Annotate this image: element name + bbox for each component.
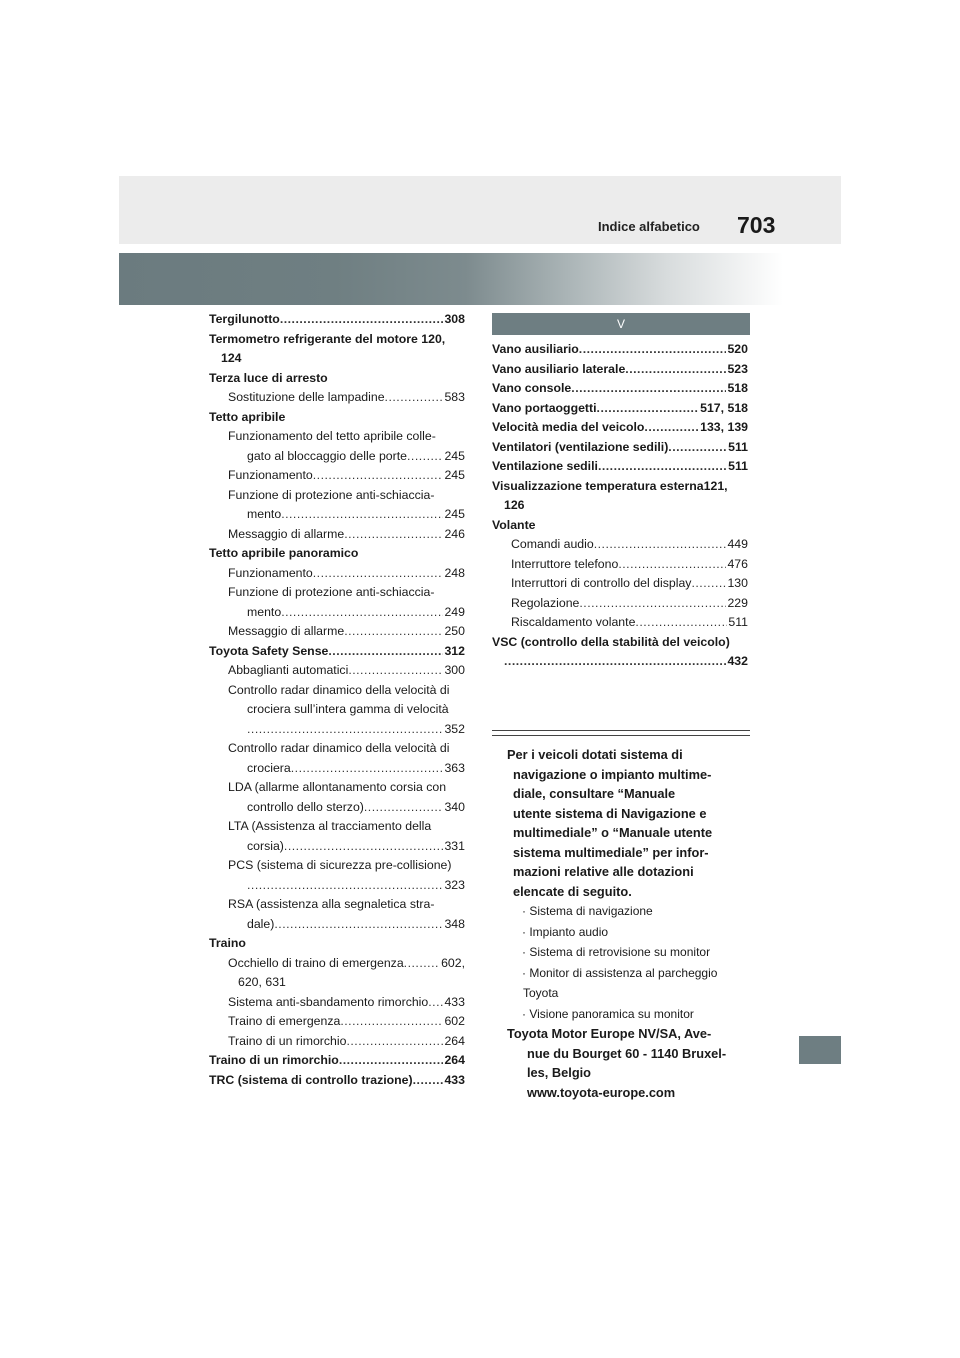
index-entry — [492, 594, 748, 614]
entry-label: controllo dello sterzo) — [247, 799, 364, 814]
entry-page-ref: 520 — [727, 342, 748, 356]
entry-label: Funzionamento del tetto apribile colle- — [228, 429, 436, 443]
entry-label: Volante — [492, 517, 536, 532]
index-entry — [209, 915, 465, 935]
leader-dots — [668, 438, 727, 458]
entry-page-ref: 511 — [728, 439, 748, 454]
entry-label: Controllo radar dinamico della velocità di — [228, 682, 450, 697]
leader-dots — [504, 652, 726, 672]
note-intro — [492, 745, 750, 901]
entry-page-ref: 249 — [444, 604, 465, 619]
entry-label: Termometro refrigerante del motore 120, — [209, 331, 446, 346]
index-entry — [209, 642, 465, 662]
leader-dots — [339, 1051, 444, 1071]
entry-label: dale) — [247, 916, 275, 931]
entry-label: gato al bloccaggio delle porte — [247, 448, 407, 463]
entry-label: Interruttori di controllo del display — [511, 576, 692, 590]
leader-dots — [281, 603, 443, 623]
entry-page-ref: 300 — [444, 663, 465, 677]
entry-label: Funzionamento — [228, 565, 313, 580]
entry-label: Ventilazione sedili — [492, 459, 598, 473]
address-line: les, Belgio — [527, 1065, 592, 1080]
index-entry — [492, 574, 748, 594]
entry-page-ref: 511 — [728, 459, 748, 473]
entry-page-ref: 363 — [444, 760, 465, 775]
index-column-right — [492, 340, 748, 672]
entry-page-ref: 476 — [727, 556, 748, 571]
entry-page-ref: 433 — [444, 994, 465, 1009]
index-entry — [492, 438, 748, 458]
entry-label: LTA (Assistenza al tracciamento della — [228, 819, 432, 833]
index-entry — [492, 340, 748, 360]
entry-label: Vano ausiliario laterale — [492, 361, 626, 376]
leader-dots — [571, 379, 726, 399]
note-bullet: · Visione panoramica su monitor — [522, 1006, 694, 1021]
leader-dots — [579, 340, 727, 360]
entry-label: Controllo radar dinamico della velocità di — [228, 741, 450, 755]
entry-label: crociera — [247, 760, 291, 775]
index-entry — [209, 505, 465, 525]
note-line: Per i veicoli dotati sistema di — [507, 747, 683, 762]
entry-page-ref: 246 — [444, 526, 465, 541]
leader-dots — [313, 564, 444, 584]
index-entry — [209, 447, 465, 467]
entry-page-ref: 245 — [444, 448, 465, 463]
note-line: multimediale” o “Manuale utente — [513, 825, 713, 840]
leader-dots — [404, 954, 440, 974]
entry-page-ref: 583 — [444, 390, 465, 404]
note-bullet: · Sistema di navigazione — [522, 904, 653, 918]
index-entry — [209, 739, 465, 759]
entry-label: corsia) — [247, 838, 284, 853]
entry-label: Funzione di protezione anti-schiaccia- — [228, 487, 435, 502]
entry-label: crociera sull’intera gamma di velocità — [247, 702, 449, 716]
leader-dots — [291, 759, 444, 779]
leader-dots — [348, 661, 443, 681]
note-line: navigazione o impianto multime- — [513, 766, 712, 782]
note-line: utente sistema di Navigazione e — [513, 805, 707, 821]
index-entry — [492, 360, 748, 380]
index-entry — [492, 457, 748, 477]
index-entry — [209, 583, 465, 603]
leader-dots — [407, 447, 443, 467]
leader-dots — [247, 720, 443, 740]
index-entry — [209, 1032, 465, 1052]
index-entry — [209, 408, 465, 428]
index-entry — [209, 973, 465, 993]
entry-label: TRC (sistema di controllo trazione) — [209, 1072, 413, 1087]
address-line: www.toyota-europe.com — [527, 1084, 676, 1100]
index-entry — [492, 633, 748, 653]
index-entry — [492, 379, 748, 399]
index-entry — [209, 622, 465, 642]
navigation-note — [492, 745, 750, 1102]
leader-dots — [281, 505, 443, 525]
entry-label: Messaggio di allarme — [228, 624, 345, 638]
entry-page-ref: 331 — [444, 838, 465, 853]
entry-page-ref: 312 — [444, 643, 465, 658]
entry-page-ref: 229 — [727, 595, 748, 610]
note-bullet-continuation: Toyota — [523, 986, 559, 1000]
letter-heading: V — [492, 313, 750, 335]
note-line: diale, consultare “Manuale — [513, 786, 676, 801]
note-bullets — [492, 901, 750, 1024]
double-rule-divider — [492, 730, 750, 736]
leader-dots — [346, 1032, 443, 1052]
section-label: Indice alfabetico — [598, 219, 700, 234]
index-entry — [209, 856, 465, 876]
entry-label: Traino — [209, 936, 246, 950]
leader-dots — [594, 535, 727, 555]
index-entry — [209, 369, 465, 389]
note-bullet: · Impianto audio — [522, 924, 609, 939]
note-address — [492, 1024, 750, 1102]
entry-label: Traino di un rimorchio — [209, 1053, 339, 1067]
note-line: sistema multimediale” per infor- — [513, 844, 709, 860]
index-entry — [209, 330, 465, 350]
address-line: Toyota Motor Europe NV/SA, Ave- — [507, 1026, 712, 1041]
entry-label: Tergilunotto — [209, 312, 280, 326]
entry-page-ref: 248 — [444, 565, 465, 580]
index-entry — [492, 555, 748, 575]
entry-label: Abbaglianti automatici — [228, 663, 349, 677]
address-line: nue du Bourget 60 - 1140 Bruxel- — [527, 1045, 727, 1061]
index-entry — [209, 349, 465, 369]
entry-page-ref: 133, 139 — [700, 420, 748, 434]
entry-page-ref: 602 — [444, 1014, 465, 1028]
index-entry — [209, 876, 465, 896]
header-band — [119, 176, 841, 244]
index-entry — [492, 613, 748, 633]
entry-label: Vano console — [492, 381, 572, 395]
entry-page-ref: 130 — [727, 576, 748, 590]
entry-page-ref: 449 — [727, 537, 748, 551]
leader-dots — [280, 310, 444, 330]
entry-label: Occhiello di traino di emergenza — [228, 955, 404, 970]
index-entry — [209, 544, 465, 564]
index-entry — [209, 603, 465, 623]
entry-label: mento — [247, 604, 282, 619]
index-entry — [209, 798, 465, 818]
page-number: 703 — [737, 212, 776, 238]
entry-page-ref: 352 — [444, 721, 465, 736]
leader-dots — [344, 622, 443, 642]
note-bullet: · Sistema di retrovisione su monitor — [522, 945, 711, 959]
index-entry — [209, 1071, 465, 1091]
index-entry — [209, 993, 465, 1013]
index-entry — [209, 388, 465, 408]
entry-label: Regolazione — [511, 595, 580, 610]
leader-dots — [364, 798, 444, 818]
entry-page-ref: 264 — [444, 1033, 465, 1048]
entry-label: mento — [247, 507, 282, 521]
index-entry — [492, 535, 748, 555]
entry-page-ref: 432 — [727, 654, 748, 668]
leader-dots — [385, 388, 444, 408]
leader-dots — [579, 594, 726, 614]
leader-dots — [344, 525, 443, 545]
entry-label: Tetto apribile — [209, 409, 286, 424]
index-entry — [209, 681, 465, 701]
entry-label: Funzione di protezione anti-schiaccia- — [228, 585, 435, 599]
entry-page-ref: 323 — [444, 877, 465, 892]
index-entry — [209, 895, 465, 915]
entry-label: Sostituzione delle lampadine — [228, 390, 385, 404]
entry-label: Riscaldamento volante — [511, 615, 636, 629]
entry-page-ref: 308 — [444, 312, 465, 326]
index-entry — [209, 1012, 465, 1032]
entry-page-ref: 518 — [727, 381, 748, 395]
index-entry — [492, 399, 748, 419]
entry-label: LDA (allarme allontanamento corsia con — [228, 780, 447, 794]
index-entry — [209, 759, 465, 779]
entry-label: Visualizzazione temperatura esterna121, — [492, 478, 728, 493]
entry-page-ref: 250 — [444, 624, 465, 638]
entry-label: Ventilatori (ventilazione sedili) — [492, 439, 669, 454]
index-entry — [492, 496, 748, 516]
entry-label: Interruttore telefono — [511, 556, 619, 571]
entry-page-ref: 245 — [444, 507, 465, 521]
entry-page-ref: 264 — [444, 1053, 465, 1067]
entry-label: Toyota Safety Sense — [209, 643, 329, 658]
entry-page-ref: 433 — [444, 1072, 465, 1087]
index-entry — [209, 661, 465, 681]
entry-label: Vano ausiliario — [492, 342, 579, 356]
note-line: elencate di seguito. — [513, 883, 632, 899]
index-entry — [492, 477, 748, 497]
leader-dots — [625, 360, 726, 380]
leader-dots — [644, 418, 699, 438]
leader-dots — [428, 993, 443, 1013]
entry-label: Traino di un rimorchio — [228, 1033, 347, 1048]
entry-page-ref: 340 — [444, 799, 465, 814]
leader-dots — [597, 399, 700, 419]
index-entry — [209, 1051, 465, 1071]
entry-label: Tetto apribile panoramico — [209, 546, 359, 560]
index-entry — [492, 516, 748, 536]
entry-page-ref: 602, — [441, 955, 465, 970]
index-entry — [209, 310, 465, 330]
index-entry — [209, 934, 465, 954]
chapter-tab — [799, 1036, 841, 1064]
leader-dots — [284, 837, 444, 857]
entry-label: PCS (sistema di sicurezza pre-collisione) — [228, 858, 452, 872]
index-entry — [209, 427, 465, 447]
index-entry — [209, 564, 465, 584]
entry-label: 620, 631 — [238, 975, 286, 989]
entry-label: VSC (controllo della stabilità del veicolo) — [492, 634, 730, 649]
entry-label: Funzionamento — [228, 468, 313, 482]
index-entry — [209, 954, 465, 974]
index-entry — [209, 466, 465, 486]
index-entry — [209, 525, 465, 545]
entry-label: Velocità media del veicolo — [492, 420, 645, 434]
leader-dots — [328, 642, 443, 662]
entry-label: 124 — [221, 351, 242, 365]
index-column-left — [209, 310, 465, 1090]
entry-label: Terza luce di arresto — [209, 370, 328, 385]
entry-page-ref: 245 — [444, 468, 465, 482]
leader-dots — [274, 915, 443, 935]
index-entry — [209, 720, 465, 740]
entry-label: 126 — [504, 498, 525, 512]
leader-dots — [598, 457, 727, 477]
index-entry — [209, 700, 465, 720]
entry-label: Vano portaoggetti — [492, 400, 597, 415]
note-bullet: · Monitor di assistenza al parcheggio — [522, 965, 718, 980]
leader-dots — [618, 555, 726, 575]
leader-dots — [340, 1012, 443, 1032]
index-entry — [492, 652, 748, 672]
entry-label: Sistema anti-sbandamento rimorchio — [228, 994, 429, 1009]
index-entry — [209, 817, 465, 837]
entry-page-ref: 523 — [727, 361, 748, 376]
entry-label: RSA (assistenza alla segnaletica stra- — [228, 897, 435, 911]
note-line: mazioni relative alle dotazioni — [513, 864, 694, 879]
leader-dots — [691, 574, 726, 594]
leader-dots — [413, 1071, 444, 1091]
entry-page-ref: 517, 518 — [700, 400, 748, 415]
index-entry — [209, 837, 465, 857]
decorative-band — [119, 253, 841, 305]
entry-page-ref: 348 — [444, 916, 465, 931]
entry-page-ref: 511 — [728, 615, 748, 629]
entry-label: Traino di emergenza — [228, 1014, 341, 1028]
index-entry — [209, 486, 465, 506]
entry-label: Comandi audio — [511, 537, 594, 551]
leader-dots — [247, 876, 443, 896]
leader-dots — [635, 613, 727, 633]
leader-dots — [313, 466, 444, 486]
index-entry — [492, 418, 748, 438]
index-entry — [209, 778, 465, 798]
entry-label: Messaggio di allarme — [228, 526, 345, 541]
